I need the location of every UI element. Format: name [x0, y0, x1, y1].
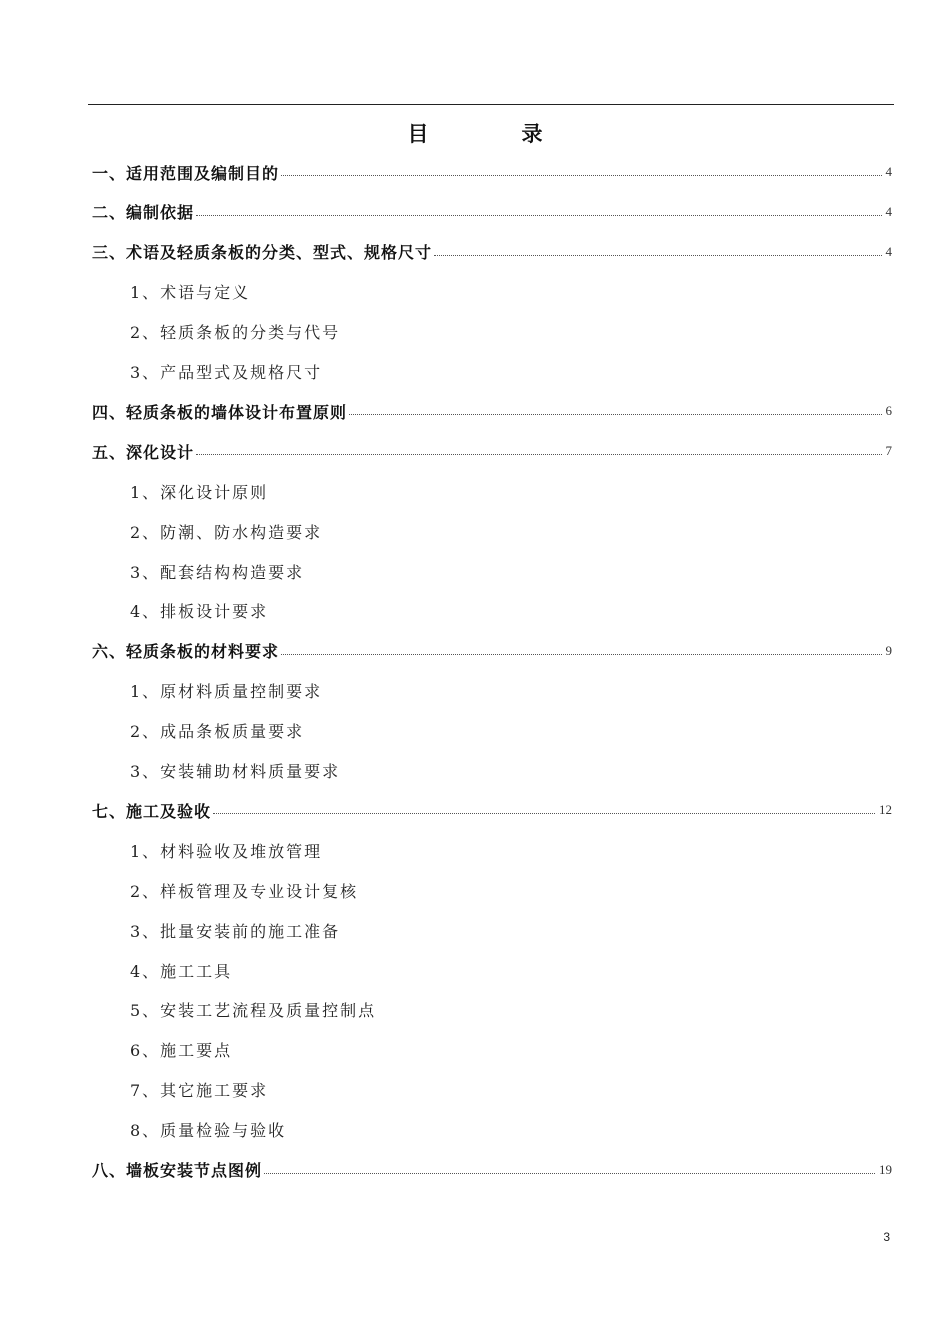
toc-entry-label: 3、安装辅助材料质量要求: [130, 762, 341, 781]
page-number: 3: [883, 1230, 890, 1244]
toc-section[interactable]: [92, 232, 892, 272]
toc-entry-label: 八、墙板安装节点图例: [92, 1161, 263, 1180]
toc-entry-label: 4、排板设计要求: [130, 602, 269, 622]
toc-subsection[interactable]: [130, 551, 890, 591]
toc-entry-label: 5、安装工艺流程及质量控制点: [130, 1001, 377, 1021]
toc-dot-leader: [434, 254, 881, 256]
toc-subsection[interactable]: [130, 870, 890, 910]
toc-subsection[interactable]: [130, 671, 890, 711]
toc-dot-leader: [281, 174, 881, 176]
toc-section[interactable]: [92, 631, 892, 671]
toc-section[interactable]: [92, 790, 892, 830]
toc-entry-label: 6、施工要点: [130, 1041, 233, 1061]
toc-subsection[interactable]: [130, 591, 890, 631]
toc-dot-leader: [196, 453, 881, 455]
toc-entry-label: 三、术语及轻质条板的分类、型式、规格尺寸: [92, 243, 433, 263]
toc-entry-label: 1、深化设计原则: [130, 482, 269, 502]
toc-entry-label: 7、其它施工要求: [130, 1081, 269, 1101]
toc-entry-label: 2、成品条板质量要求: [130, 722, 305, 742]
toc-section[interactable]: [92, 431, 892, 471]
toc-entry-label: 四、轻质条板的墙体设计布置原则: [92, 402, 348, 422]
toc-entry-label: 3、产品型式及规格尺寸: [130, 363, 323, 382]
toc-subsection[interactable]: [130, 910, 890, 950]
toc-entry-label: 8、质量检验与验收: [130, 1121, 287, 1141]
page-title: 目 录: [407, 122, 579, 146]
toc-entry-label: 一、适用范围及编制目的: [92, 163, 280, 183]
toc-dot-leader: [196, 214, 881, 216]
toc-subsection[interactable]: [130, 751, 890, 791]
toc-entry-label: 3、批量安装前的施工准备: [130, 921, 341, 941]
toc-dot-leader: [213, 812, 875, 814]
toc-entry-label: 七、施工及验收: [92, 801, 212, 821]
toc-section[interactable]: [92, 152, 892, 192]
toc-entry-label: 1、术语与定义: [130, 283, 251, 303]
toc-entry-page: 4: [885, 164, 892, 179]
toc-subsection[interactable]: [130, 352, 890, 392]
toc-entry-label: 3、配套结构构造要求: [130, 562, 305, 582]
toc-subsection[interactable]: [130, 1110, 890, 1150]
toc-dot-leader: [349, 413, 881, 415]
toc-entry-label: 五、深化设计: [92, 442, 195, 462]
toc-section[interactable]: [92, 192, 892, 232]
toc-subsection[interactable]: [130, 1030, 890, 1070]
toc-subsection[interactable]: [130, 990, 890, 1030]
toc-subsection[interactable]: [130, 950, 890, 990]
toc-subsection[interactable]: [130, 711, 890, 751]
toc-entry-label: 二、编制依据: [92, 203, 195, 223]
toc-subsection[interactable]: [130, 830, 890, 870]
toc-subsection[interactable]: [130, 511, 890, 551]
toc-entry-page: 12: [879, 802, 892, 818]
toc-subsection[interactable]: [130, 312, 890, 352]
toc-dot-leader: [264, 1172, 875, 1174]
toc-entry-label: 1、材料验收及堆放管理: [130, 841, 323, 861]
toc-subsection[interactable]: [130, 272, 890, 312]
toc-entry-page: 4: [885, 243, 892, 259]
toc-subsection[interactable]: [130, 471, 890, 511]
toc-entry-page: 9: [885, 642, 892, 658]
toc-entry-label: 2、轻质条板的分类与代号: [130, 323, 341, 343]
toc-entry-page: 19: [879, 1161, 892, 1177]
toc-entry-label: 4、施工工具: [130, 961, 233, 981]
toc-dot-leader: [281, 653, 881, 655]
toc-entry-page: 6: [885, 403, 892, 419]
toc-entry-label: 2、防潮、防水构造要求: [130, 522, 323, 542]
header-rule: [88, 104, 894, 105]
toc-subsection[interactable]: [130, 1070, 890, 1110]
toc-entry-label: 1、原材料质量控制要求: [130, 682, 323, 702]
toc-section[interactable]: [92, 1150, 892, 1190]
toc-entry-label: 2、样板管理及专业设计复核: [130, 881, 359, 901]
toc-entry-page: 7: [885, 443, 892, 459]
toc-entry-page: 4: [885, 203, 892, 219]
toc-section[interactable]: [92, 391, 892, 431]
toc-entry-label: 六、轻质条板的材料要求: [92, 642, 280, 662]
